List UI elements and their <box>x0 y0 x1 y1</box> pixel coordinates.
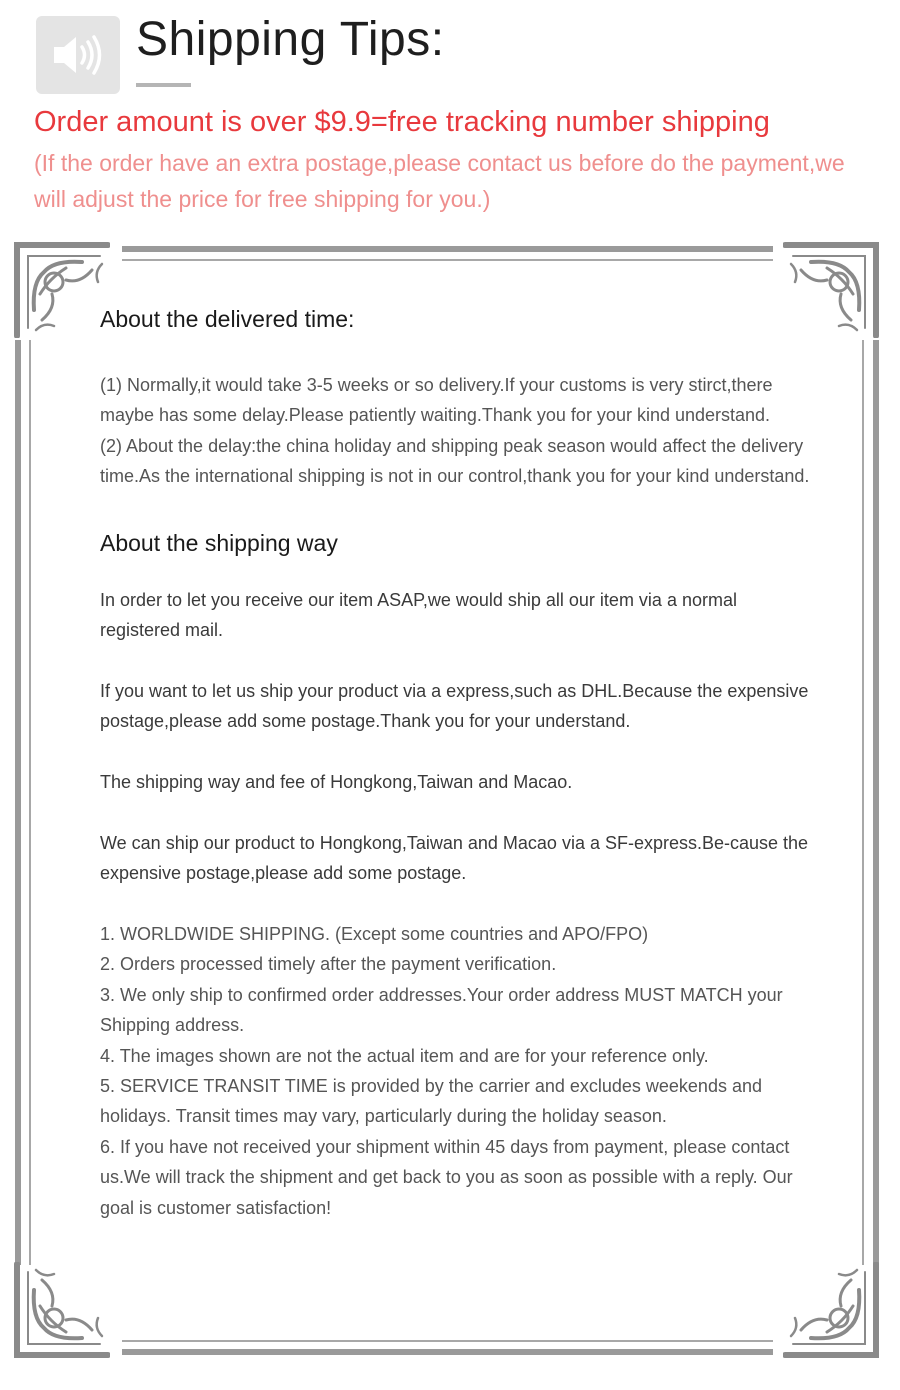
policy-item-6: 6. If you have not received your shipment within 45 days from payment, please contact us.We will track the shipment and get back to you as soon as possible with a reply. Our goal is customer satisfaction! <box>100 1136 793 1218</box>
frame-top-thin <box>122 259 773 261</box>
shipping-way-para-1: In order to let you receive our item ASAP,we would ship all our item via a normal registered mail. <box>100 589 737 641</box>
frame-left-thin <box>29 340 31 1265</box>
shipping-way-para-3: The shipping way and fee of Hongkong,Taiwan and Macao. <box>100 772 573 793</box>
speaker-icon-box <box>36 16 120 94</box>
extra-postage-note: (If the order have an extra postage,please contact us before do the payment,we will adjust the price for free shipping for you.) <box>34 150 845 212</box>
frame-right-thin <box>862 340 864 1265</box>
title-underline <box>136 83 191 87</box>
frame-right-thick <box>873 340 879 1265</box>
shipping-info-content <box>100 306 820 1223</box>
frame-bottom-thick <box>122 1349 773 1355</box>
shipping-way-para-4: We can ship our product to Hongkong,Taiwan and Macao via a SF-express.Be-cause the expensive postage,please add some postage. <box>100 832 809 884</box>
free-shipping-headline: Order amount is over $9.9=free tracking number shipping <box>34 106 770 138</box>
corner-ornament-bottom-left <box>14 1262 110 1358</box>
delivery-time-heading: About the delivered time: <box>100 306 355 332</box>
policy-item-5: 5. SERVICE TRANSIT TIME is provided by the carrier and excludes weekends and holidays. Transit times may vary, particularly during the holiday season. <box>100 1076 762 1127</box>
frame-bottom-thin <box>122 1340 773 1342</box>
corner-ornament-bottom-right <box>783 1262 879 1358</box>
policy-item-1: 1. WORLDWIDE SHIPPING. (Except some countries and APO/FPO) <box>100 924 649 945</box>
shipping-way-para-2: If you want to let us ship your product via a express,such as DHL.Because the expensive postage,please add some postage.Thank you for your understand. <box>100 680 809 732</box>
policy-item-3: 3. We only ship to confirmed order addresses.Your order address MUST MATCH your Shipping address. <box>100 984 783 1036</box>
policy-item-2: 2. Orders processed timely after the payment verification. <box>100 954 557 975</box>
delivery-item-1: (1) Normally,it would take 3-5 weeks or so delivery.If your customs is very stirct,there maybe has some delay.Please patiently waiting.Thank you for your kind understand. <box>100 375 773 426</box>
frame-top-thick <box>122 246 773 252</box>
delivery-item-2: (2) About the delay:the china holiday and shipping peak season would affect the delivery time.As the international shipping is not in our control,thank you for your kind understand. <box>100 435 810 487</box>
policy-item-4: 4. The images shown are not the actual item and are for your reference only. <box>100 1045 709 1066</box>
corner-ornament-top-left <box>14 242 110 338</box>
frame-left-thick <box>15 340 21 1265</box>
speaker-icon <box>50 32 108 78</box>
page-title: Shipping Tips: <box>136 13 445 66</box>
shipping-way-heading: About the shipping way <box>100 529 338 556</box>
